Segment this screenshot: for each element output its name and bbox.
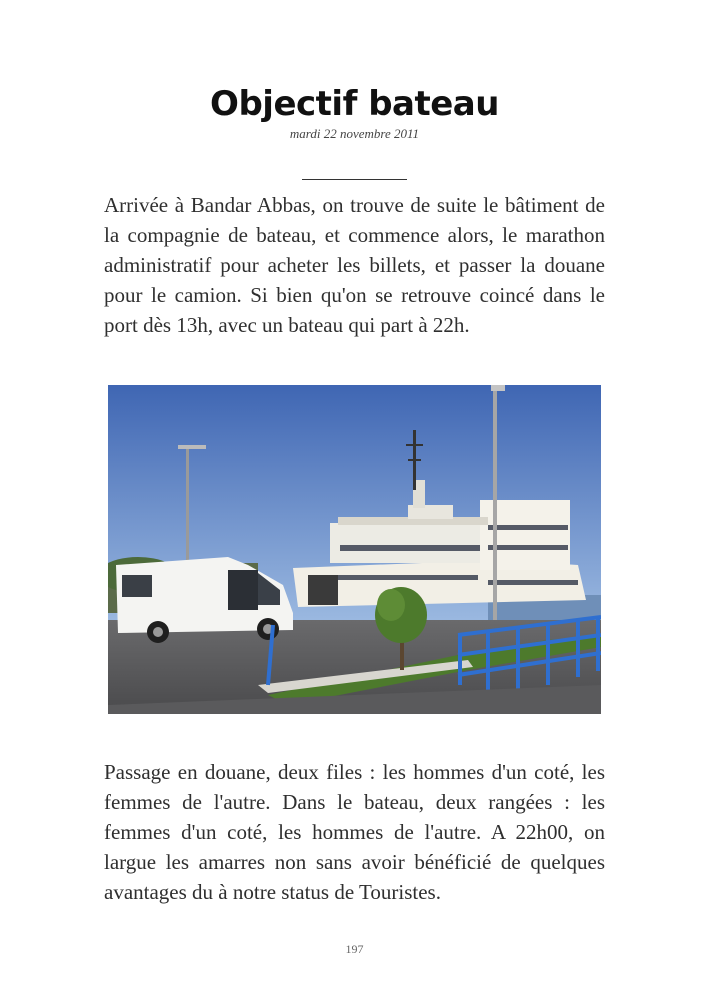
page-number: 197	[345, 942, 364, 956]
paragraph-customs: Passage en douane, deux files : les hommes d'un coté, les femmes de l'autre. Dans le bateau, deux rangées : les femmes d'un coté, les hommes de l'autre. A 22h00, on largue les amarres non sans avoir bénéficié de quelques avantages du à notre status de Touristes.	[104, 760, 605, 904]
page-title: Objectif bateau	[210, 84, 499, 124]
ferry-photo	[108, 385, 601, 714]
paragraph-intro: Arrivée à Bandar Abbas, on trouve de suite le bâtiment de la compagnie de bateau, et commence alors, le marathon administratif pour acheter les billets, et passer la douane pour le camion. Si bien qu'on se retrouve coincé dans le port dès 13h, avec un bateau qui part à 22h.	[104, 193, 605, 337]
page-date: mardi 22 novembre 2011	[289, 126, 420, 141]
title-separator	[302, 179, 407, 180]
